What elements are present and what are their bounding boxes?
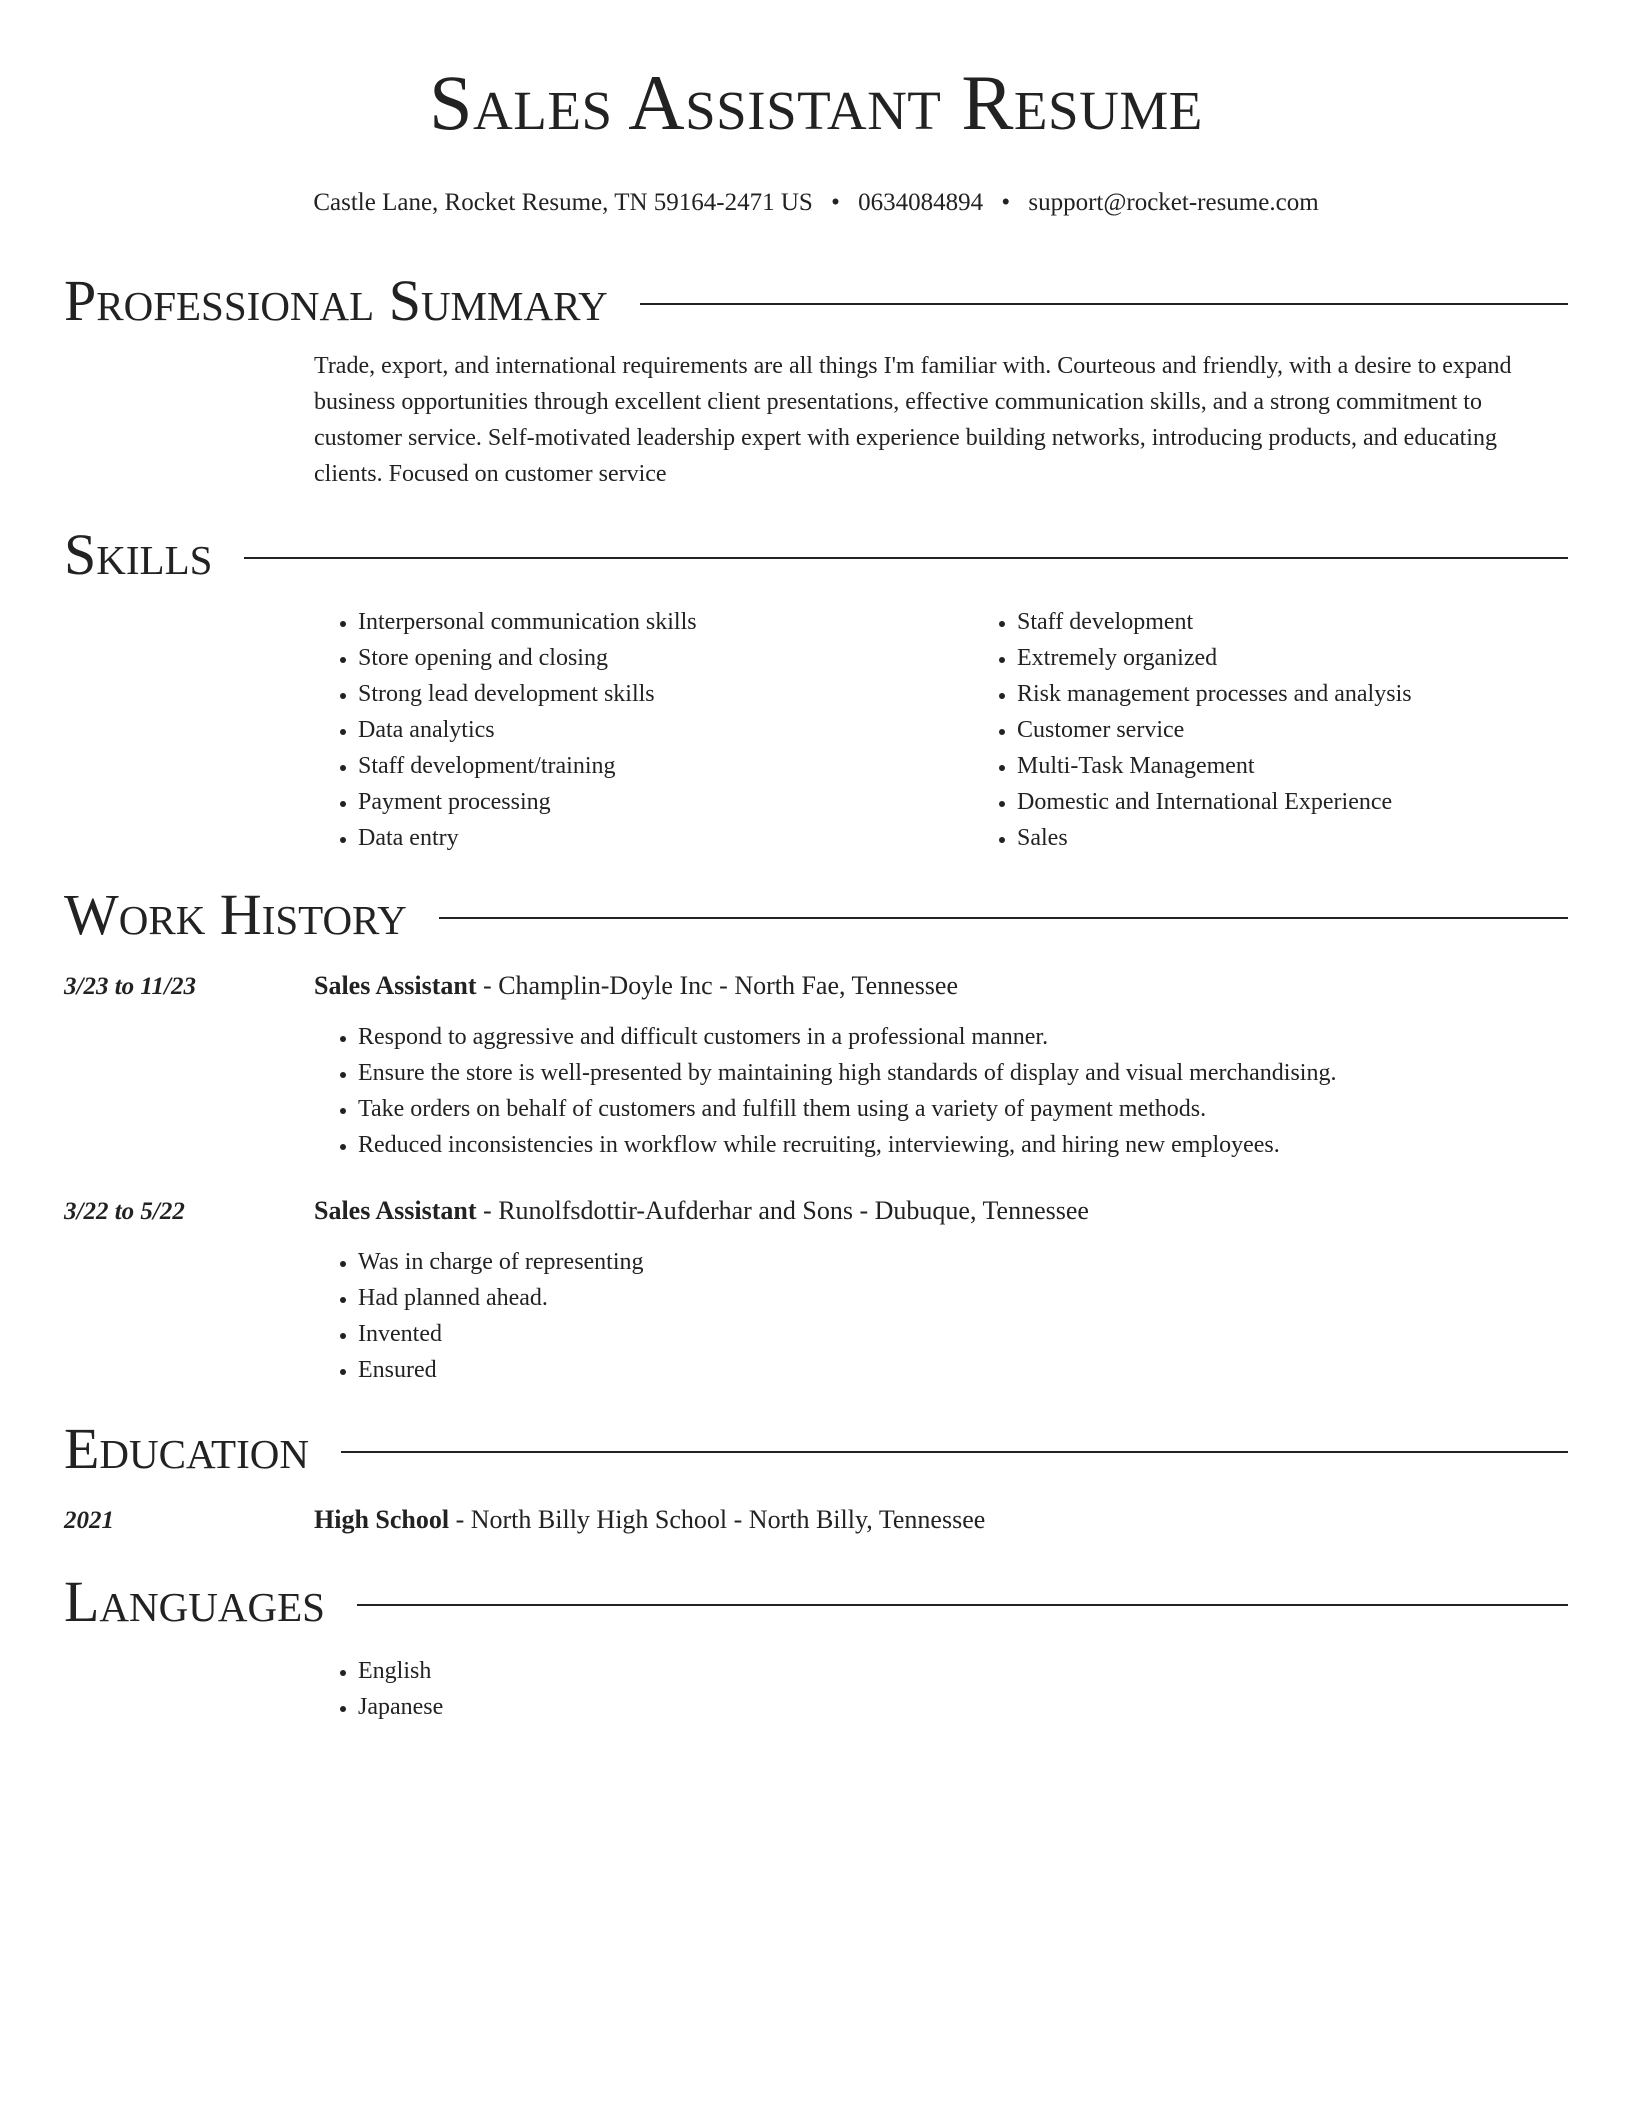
section-title: Professional Summary xyxy=(64,268,608,333)
contact-line xyxy=(64,188,1568,218)
job-role: Sales Assistant xyxy=(314,971,477,1000)
job-role: Sales Assistant xyxy=(314,1196,477,1225)
phone: 0634084894 xyxy=(858,189,984,216)
skills-section-header xyxy=(64,522,1568,588)
section-divider xyxy=(439,917,1568,919)
skills-column-left xyxy=(314,604,973,856)
page-title: Sales Assistant Resume xyxy=(429,59,1203,146)
job-bullet: • Respond to aggressive and difficult customers in a professional manner. xyxy=(358,1019,1568,1055)
summary-section-header xyxy=(64,268,1568,334)
skill-item: • Payment processing xyxy=(358,784,973,820)
separator: • xyxy=(831,189,840,216)
job-bullet: • Take orders on behalf of customers and fulfill them using a variety of payment methods. xyxy=(358,1091,1568,1127)
education-details: - North Billy High School - North Billy, Tennessee xyxy=(449,1505,986,1534)
skills-column-right xyxy=(973,604,1412,856)
language-item: • English xyxy=(358,1653,1568,1689)
job-header xyxy=(64,1193,1568,1230)
education-entry xyxy=(64,1502,1568,1539)
section-divider xyxy=(640,303,1568,305)
work-section-header xyxy=(64,882,1568,948)
skill-item: • Staff development xyxy=(1017,604,1412,640)
languages-section-header xyxy=(64,1569,1568,1635)
section-title: Languages xyxy=(64,1569,325,1634)
education-year: 2021 xyxy=(64,1507,114,1534)
skill-item: • Risk management processes and analysis xyxy=(1017,676,1412,712)
summary-text: Trade, export, and international requirements are all things I'm familiar with. Courteous and friendly, with a desire to expand business opportunities through excellent client presentations, effective communication skills, and a strong commitment to customer service. Self-motivated leadership expert with experience building networks, introducing products, and educating clients. Focused on customer service xyxy=(314,353,1512,487)
section-title: Skills xyxy=(64,522,213,587)
address: Castle Lane, Rocket Resume, TN 59164-2471 US xyxy=(313,189,813,216)
language-item: • Japanese xyxy=(358,1689,1568,1725)
job-dates: 3/23 to 11/23 xyxy=(64,973,196,1000)
education-degree: High School xyxy=(314,1505,450,1534)
skill-item: • Customer service xyxy=(1017,712,1412,748)
skill-item: • Data analytics xyxy=(358,712,973,748)
skill-item: • Multi-Task Management xyxy=(1017,748,1412,784)
skill-item: • Data entry xyxy=(358,820,973,856)
skill-item: • Interpersonal communication skills xyxy=(358,604,973,640)
section-divider xyxy=(357,1604,1568,1606)
job-bullets xyxy=(314,1019,1568,1163)
job-bullets xyxy=(314,1244,1568,1388)
separator: • xyxy=(1001,189,1011,216)
job-bullet: • Ensured xyxy=(358,1352,1568,1388)
job-entry xyxy=(64,1193,1568,1388)
job-entry xyxy=(64,968,1568,1163)
job-header xyxy=(64,968,1568,1005)
job-bullet: • Reduced inconsistencies in workflow while recruiting, interviewing, and hiring new employees. xyxy=(358,1127,1568,1163)
job-bullet: • Was in charge of representing xyxy=(358,1244,1568,1280)
section-divider xyxy=(244,557,1568,559)
job-details: - Champlin-Doyle Inc - North Fae, Tennessee xyxy=(476,971,959,1000)
section-title: Education xyxy=(64,1416,309,1481)
languages-list xyxy=(314,1653,1568,1725)
job-details: - Runolfsdottir-Aufderhar and Sons - Dubuque, Tennessee xyxy=(476,1196,1089,1225)
skill-item: • Staff development/training xyxy=(358,748,973,784)
skill-item: • Sales xyxy=(1017,820,1412,856)
skill-item: • Store opening and closing xyxy=(358,640,973,676)
section-divider xyxy=(341,1451,1568,1453)
skills-list xyxy=(314,604,1568,856)
email: support@rocket-resume.com xyxy=(1028,189,1319,216)
skill-item: • Strong lead development skills xyxy=(358,676,973,712)
job-bullet: • Ensure the store is well-presented by maintaining high standards of display and visual merchandising. xyxy=(358,1055,1568,1091)
job-dates: 3/22 to 5/22 xyxy=(64,1198,185,1225)
section-title: Work History xyxy=(64,882,407,947)
education-section-header xyxy=(64,1416,1568,1482)
job-bullet: • Had planned ahead. xyxy=(358,1280,1568,1316)
skill-item: • Extremely organized xyxy=(1017,640,1412,676)
skill-item: • Domestic and International Experience xyxy=(1017,784,1412,820)
job-bullet: • Invented xyxy=(358,1316,1568,1352)
